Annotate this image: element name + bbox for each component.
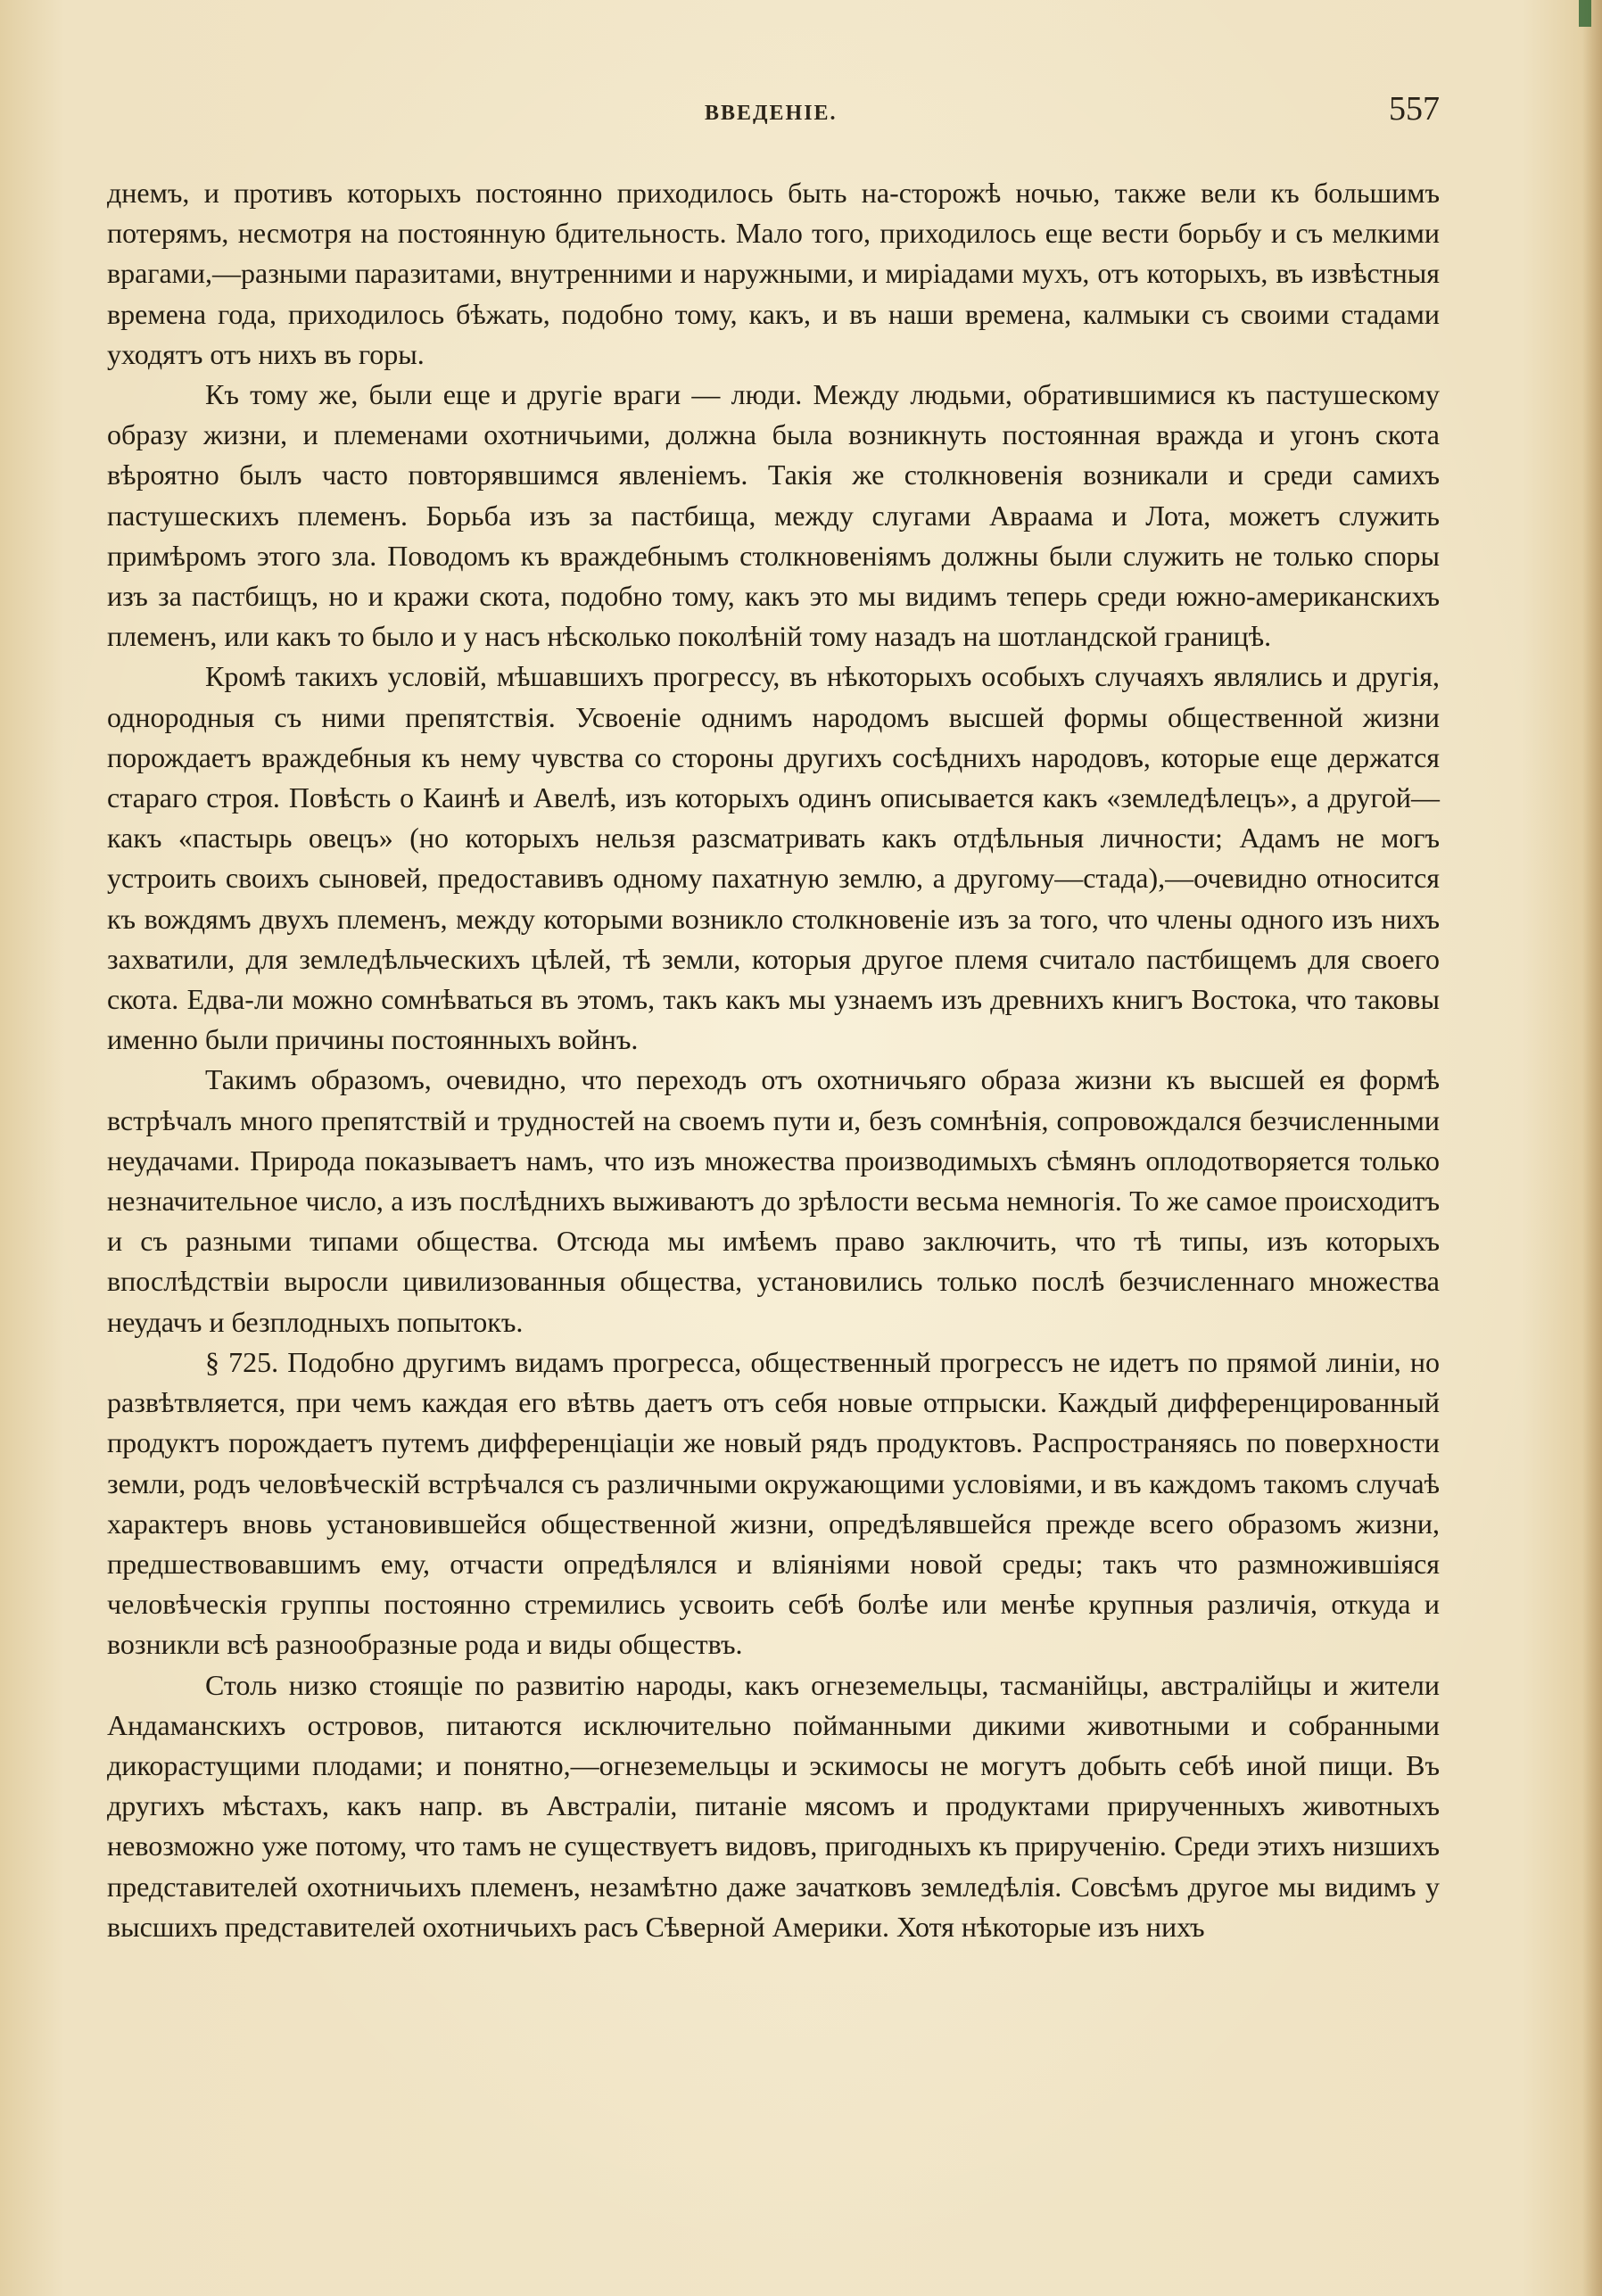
page-number: 557	[1389, 90, 1440, 128]
paragraph-enemies: Къ тому же, были еще и другіе враги — люди. Между людьми, обратившимися къ пастушескому образу жизни, и племенами охотничьими, должна была возникнуть постоянная вражда и угонъ скота вѣроятно былъ часто повторявшимся явленіемъ. Такія же столкновенія возникали и среди самихъ пастушескихъ племенъ. Борьба изъ за пастбища, между слугами Авраама и Лота, можетъ служить примѣромъ этого зла. Поводомъ къ враждебнымъ столкновеніямъ должны были служить не только споры изъ за пастбищъ, но и кражи скота, подобно тому, какъ это мы видимъ теперь среди южно-американскихъ племенъ, или какъ то было и у насъ нѣсколько поколѣній тому назадъ на шотландской границѣ.	[107, 378, 1440, 653]
corner-tab-mark	[1579, 0, 1591, 27]
page-edge-shadow	[1582, 0, 1602, 2296]
body-text	[107, 173, 1440, 1947]
running-title: ВВЕДЕНІЕ.	[705, 102, 838, 125]
paragraph-section-725: § 725. Подобно другимъ видамъ прогресса, общественный прогрессъ не идетъ по прямой линіи, но развѣтвляется, при чемъ каждая его вѣтвь даетъ отъ себя новые отпрыски. Каждый дифференцированный продуктъ порождаетъ путемъ дифференціаціи же новый рядъ продуктовъ. Распространяясь по поверхности земли, родъ человѣческій встрѣчался съ различными окружающими условіями, и въ каждомъ такомъ случаѣ характеръ вновь установившейся общественной жизни, опредѣлявшейся прежде всего образомъ жизни, предшествовавшимъ ему, отчасти опредѣлялся и вліяніями новой среды; такъ что размножившіяся человѣческія группы постоянно стремились усвоить себѣ болѣе или менѣе крупныя различія, откуда и возникли всѣ разнообразные рода и виды обществъ.	[107, 1345, 1440, 1661]
paragraph-obstacles: Кромѣ такихъ условій, мѣшавшихъ прогрессу, въ нѣкоторыхъ особыхъ случаяхъ являлись и другія, однородныя съ ними препятствія. Усвоеніе однимъ народомъ высшей формы общественной жизни порождаетъ враждебныя къ нему чувства со стороны другихъ сосѣднихъ народовъ, которые еще держатся стараго строя. Повѣсть о Каинѣ и Авелѣ, изъ которыхъ одинъ описывается какъ «земледѣлецъ», а другой—какъ «пастырь овецъ» (но которыхъ нельзя разсматривать какъ отдѣльныя личности; Адамъ не могъ устроить своихъ сыновей, предоставивъ одному пахатную землю, а другому—стада),—очевидно относится къ вождямъ двухъ племенъ, между которыми возникло столкновеніе изъ за того, что члены одного изъ нихъ захватили, для земледѣльческихъ цѣлей, тѣ земли, которыя другое племя считало пастбищемъ для своего скота. Едва-ли можно сомнѣваться въ этомъ, такъ какъ мы узнаемъ изъ древнихъ книгъ Востока, что таковы именно были причины постоянныхъ войнъ.	[107, 660, 1440, 1056]
paragraph-transition: Такимъ образомъ, очевидно, что переходъ отъ охотничьяго образа жизни къ высшей ея формѣ встрѣчалъ много препятствій и трудностей на своемъ пути и, безъ сомнѣнія, сопровождался безчисленными неудачами. Природа показываетъ намъ, что изъ множества производимыхъ сѣмянъ оплодотворяется только незначительное число, а изъ послѣднихъ выживаютъ до зрѣлости весьма немногія. То же самое происходитъ и съ разными типами общества. Отсюда мы имѣемъ право заключить, что тѣ типы, изъ которыхъ впослѣдствіи выросли цивилизованныя общества, установились только послѣ безчисленнаго множества неудачъ и безплодныхъ попытокъ.	[107, 1063, 1440, 1338]
paragraph-low-peoples: Столь низко стоящіе по развитію народы, какъ огнеземельцы, тасманійцы, австралійцы и жители Андаманскихъ островов, питаются исключительно пойманными дикими животными и собранными дикорастущими плодами; и понятно,—огнеземельцы и эскимосы не могутъ добыть себѣ иной пищи. Въ другихъ мѣстахъ, какъ напр. въ Австраліи, питаніе мясомъ и продуктами прирученныхъ животныхъ невозможно уже потому, что тамъ не существуетъ видовъ, пригодныхъ къ прирученію. Среди этихъ низшихъ представителей охотничьихъ племенъ, незамѣтно даже зачатковъ земледѣлія. Совсѣмъ другое мы видимъ у высшихъ представителей охотничьихъ расъ Сѣверной Америки. Хотя нѣкоторые изъ нихъ	[107, 1668, 1440, 1943]
paragraph-continuation: днемъ, и противъ которыхъ постоянно приходилось быть на-сторожѣ ночью, также вели къ большимъ потерямъ, несмотря на постоянную бдительность. Мало того, приходилось еще вести борьбу и съ мелкими врагами,—разными паразитами, внутренними и наружными, и миріадами мухъ, отъ которыхъ, въ извѣстныя времена года, приходилось бѣжать, подобно тому, какъ, и въ наши времена, калмыки съ своими стадами уходятъ отъ нихъ въ горы.	[107, 177, 1440, 370]
page-header	[107, 89, 1440, 143]
